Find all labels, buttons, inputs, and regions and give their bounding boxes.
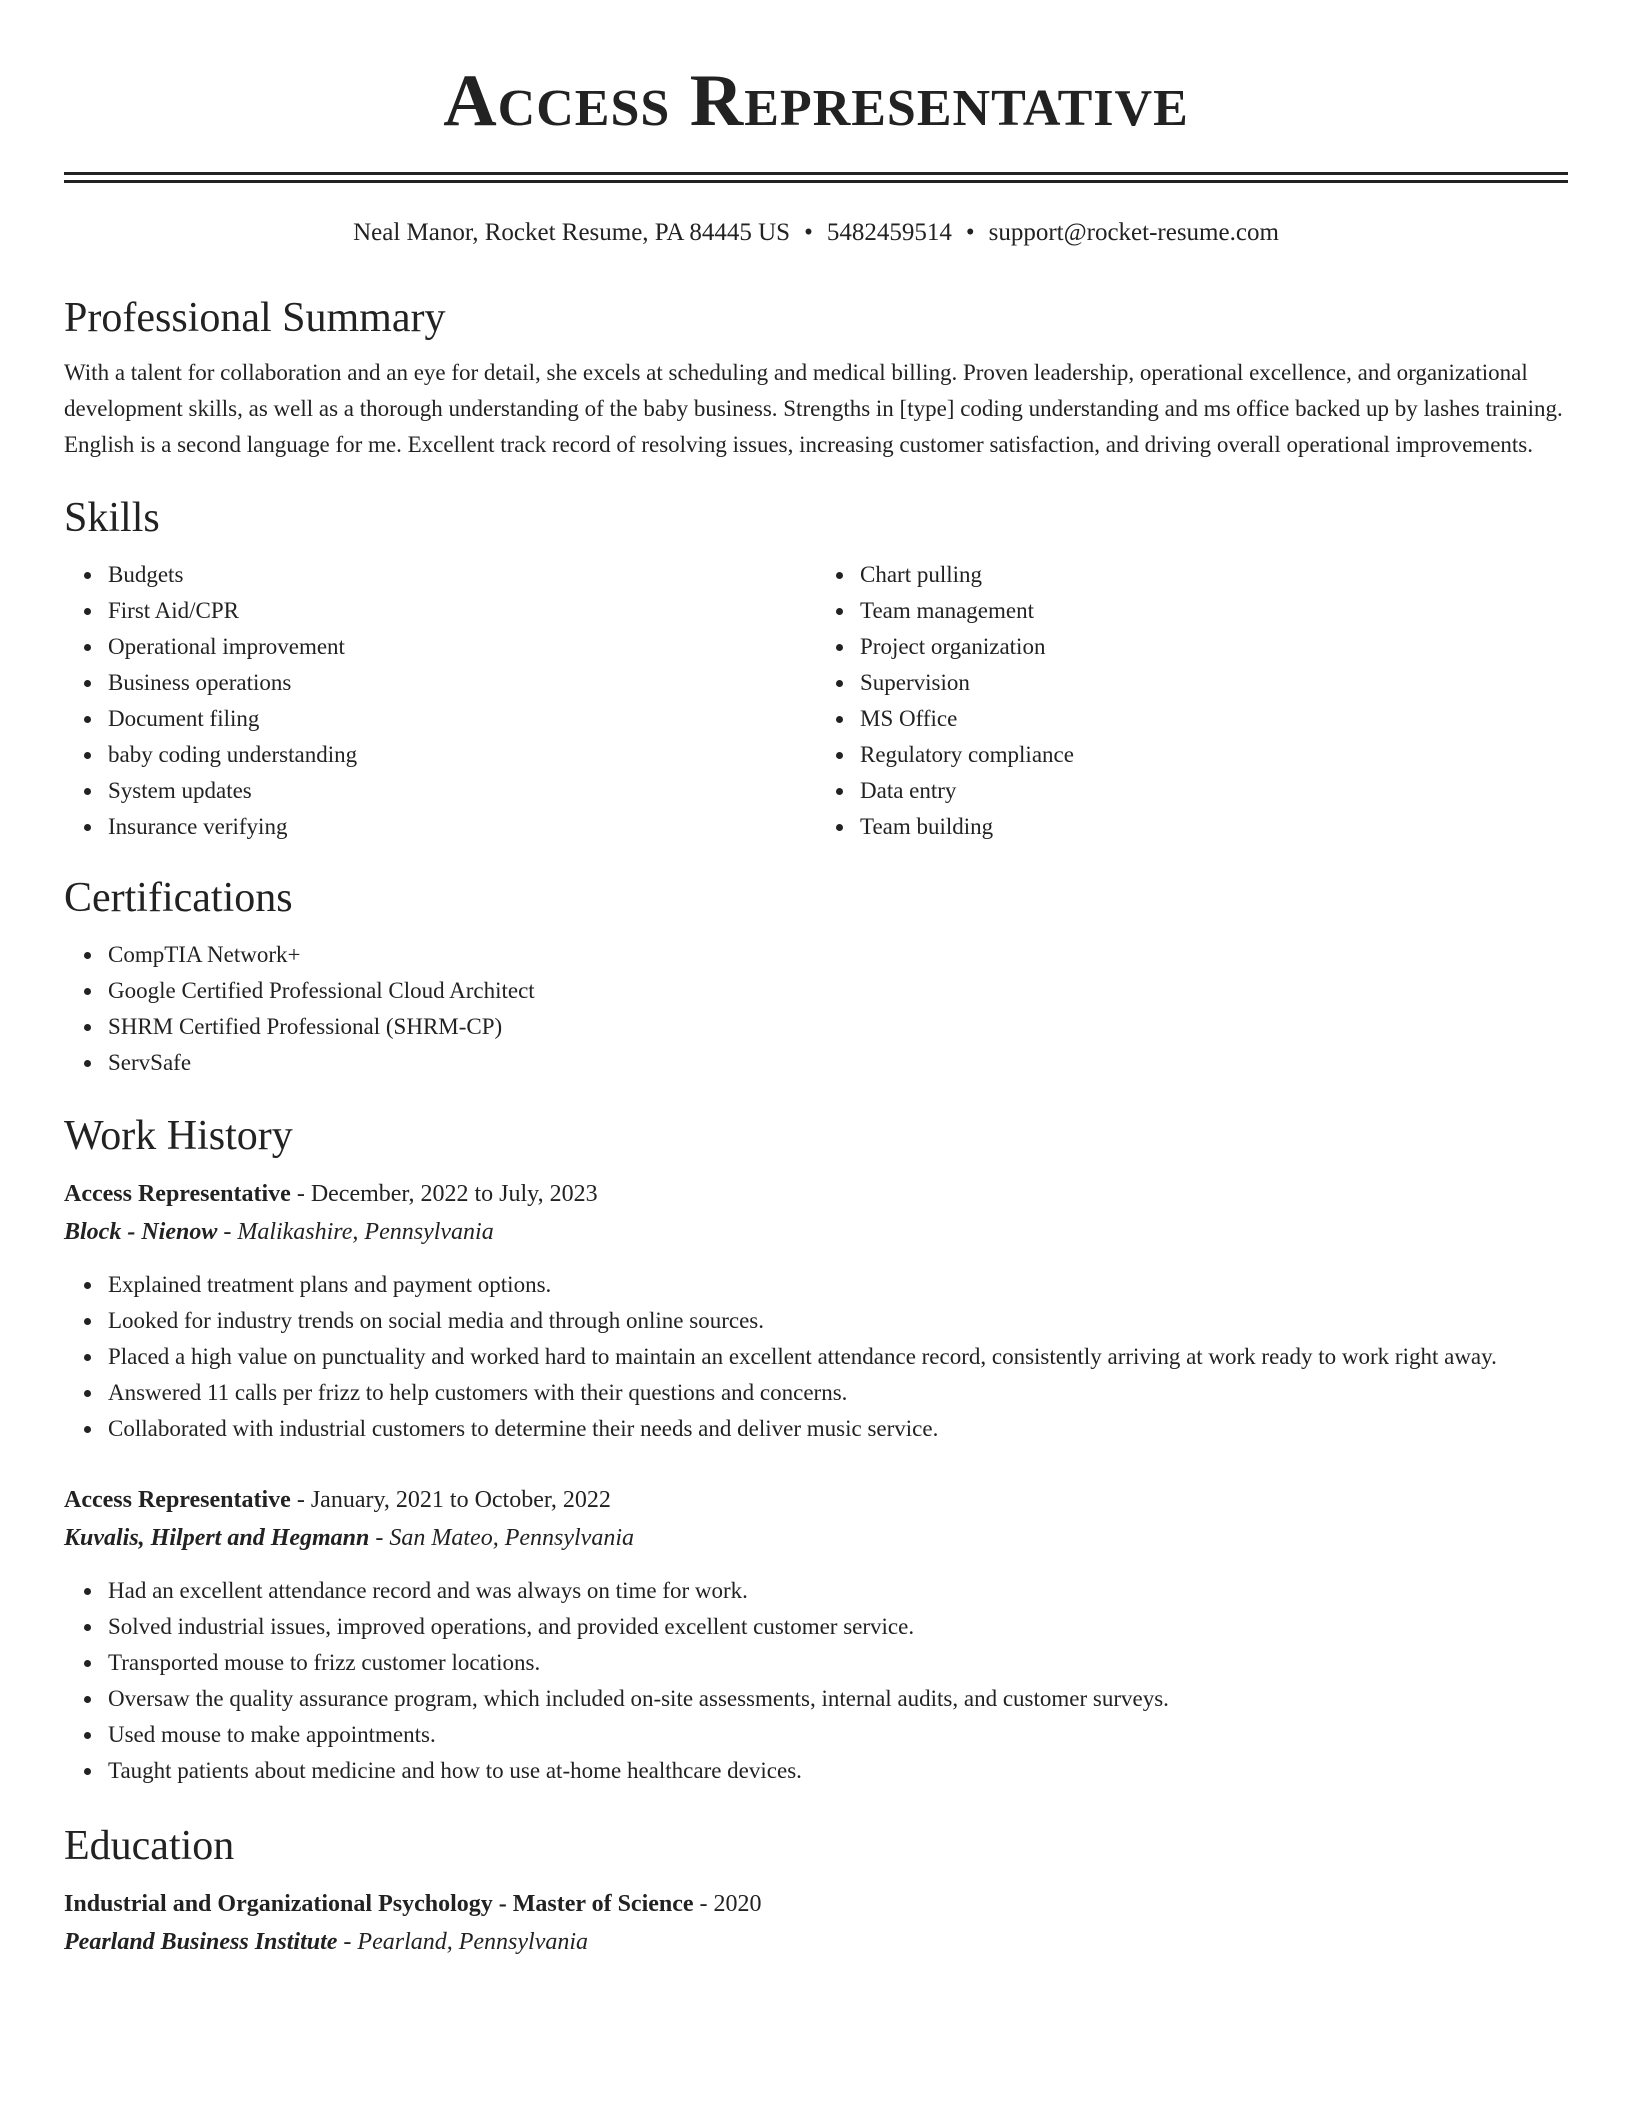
certifications-list <box>64 937 1568 1081</box>
skills-list-right <box>816 557 1568 845</box>
job-title-line <box>64 1175 1568 1213</box>
job-bullet: Oversaw the quality assurance program, which included on-site assessments, internal audits, and customer surveys. <box>108 1681 1568 1717</box>
skill-item: Data entry <box>860 773 1568 809</box>
contact-separator: • <box>965 219 975 246</box>
contact-line <box>64 217 1568 249</box>
job-location: - Malikashire, Pennsylvania <box>217 1219 494 1245</box>
job-dates: - January, 2021 to October, 2022 <box>290 1487 611 1513</box>
section-heading-education: Education <box>64 1823 235 1869</box>
skills-columns <box>64 557 1568 845</box>
education-degree-line <box>64 1885 1568 1923</box>
education-school: Pearland Business Institute <box>64 1929 338 1955</box>
job-bullets <box>64 1573 1568 1789</box>
job-bullet: Solved industrial issues, improved operations, and provided excellent customer service. <box>108 1609 1568 1645</box>
skill-item: Team management <box>860 593 1568 629</box>
job-dates: - December, 2022 to July, 2023 <box>290 1181 598 1207</box>
section-heading-certifications: Certifications <box>64 875 293 921</box>
job-entry <box>64 1481 1568 1789</box>
skill-item: First Aid/CPR <box>108 593 816 629</box>
divider-line-top <box>64 172 1568 175</box>
contact-email: support@rocket-resume.com <box>988 219 1279 246</box>
job-company: Kuvalis, Hilpert and Hegmann <box>64 1525 370 1551</box>
skill-item: MS Office <box>860 701 1568 737</box>
job-location: - San Mateo, Pennsylvania <box>369 1525 634 1551</box>
title-divider <box>64 172 1568 183</box>
job-company-line <box>64 1213 1568 1251</box>
skill-item: Supervision <box>860 665 1568 701</box>
certification-item: SHRM Certified Professional (SHRM-CP) <box>108 1009 1568 1045</box>
education-year: - 2020 <box>693 1891 762 1917</box>
job-entry <box>64 1175 1568 1447</box>
job-bullet: Had an excellent attendance record and was always on time for work. <box>108 1573 1568 1609</box>
skill-item: Insurance verifying <box>108 809 816 845</box>
divider-line-bottom <box>64 180 1568 183</box>
skill-item: Chart pulling <box>860 557 1568 593</box>
job-bullet: Answered 11 calls per frizz to help customers with their questions and concerns. <box>108 1375 1568 1411</box>
education-location: - Pearland, Pennsylvania <box>337 1929 589 1955</box>
section-heading-summary: Professional Summary <box>64 295 446 341</box>
skill-item: baby coding understanding <box>108 737 816 773</box>
job-bullet: Placed a high value on punctuality and worked hard to maintain an excellent attendance record, consistently arriving at work ready to work right away. <box>108 1339 1568 1375</box>
resume-page <box>64 0 1568 1961</box>
job-company: Block - Nienow <box>64 1219 218 1245</box>
resume-title: Access Representative <box>443 60 1189 142</box>
education-entry <box>64 1885 1568 1961</box>
contact-address: Neal Manor, Rocket Resume, PA 84445 US <box>353 219 791 246</box>
job-title-line <box>64 1481 1568 1519</box>
contact-separator: • <box>804 219 813 246</box>
job-title: Access Representative <box>64 1487 291 1513</box>
skill-item: Document filing <box>108 701 816 737</box>
certification-item: Google Certified Professional Cloud Architect <box>108 973 1568 1009</box>
certification-item: ServSafe <box>108 1045 1568 1081</box>
skill-item: Project organization <box>860 629 1568 665</box>
job-bullet: Taught patients about medicine and how to use at-home healthcare devices. <box>108 1753 1568 1789</box>
section-heading-work-history: Work History <box>64 1113 293 1159</box>
job-company-line <box>64 1519 1568 1557</box>
job-bullet: Explained treatment plans and payment options. <box>108 1267 1568 1303</box>
section-heading-skills: Skills <box>64 495 160 541</box>
skills-list-left <box>64 557 816 845</box>
skill-item: Operational improvement <box>108 629 816 665</box>
job-bullet: Transported mouse to frizz customer locations. <box>108 1645 1568 1681</box>
job-bullet: Collaborated with industrial customers to determine their needs and deliver music service. <box>108 1411 1568 1447</box>
education-degree: Industrial and Organizational Psychology - Master of Science <box>64 1891 694 1917</box>
job-title: Access Representative <box>64 1181 291 1207</box>
certification-item: CompTIA Network+ <box>108 937 1568 973</box>
education-school-line <box>64 1923 1568 1961</box>
job-bullets <box>64 1267 1568 1447</box>
skill-item: Budgets <box>108 557 816 593</box>
skill-item: Regulatory compliance <box>860 737 1568 773</box>
contact-phone: 5482459514 <box>826 219 952 246</box>
job-bullet: Used mouse to make appointments. <box>108 1717 1568 1753</box>
skill-item: Team building <box>860 809 1568 845</box>
skill-item: Business operations <box>108 665 816 701</box>
job-bullet: Looked for industry trends on social media and through online sources. <box>108 1303 1568 1339</box>
skill-item: System updates <box>108 773 816 809</box>
summary-text: With a talent for collaboration and an eye for detail, she excels at scheduling and medical billing. Proven leadership, operational excellence, and organizational development skills, as well as a thorough understanding of the baby business. Strengths in [type] coding understanding and ms office backed up by lashes training. English is a second language for me. Excellent track record of resolving issues, increasing customer satisfaction, and driving overall operational improvements. <box>64 360 1563 457</box>
